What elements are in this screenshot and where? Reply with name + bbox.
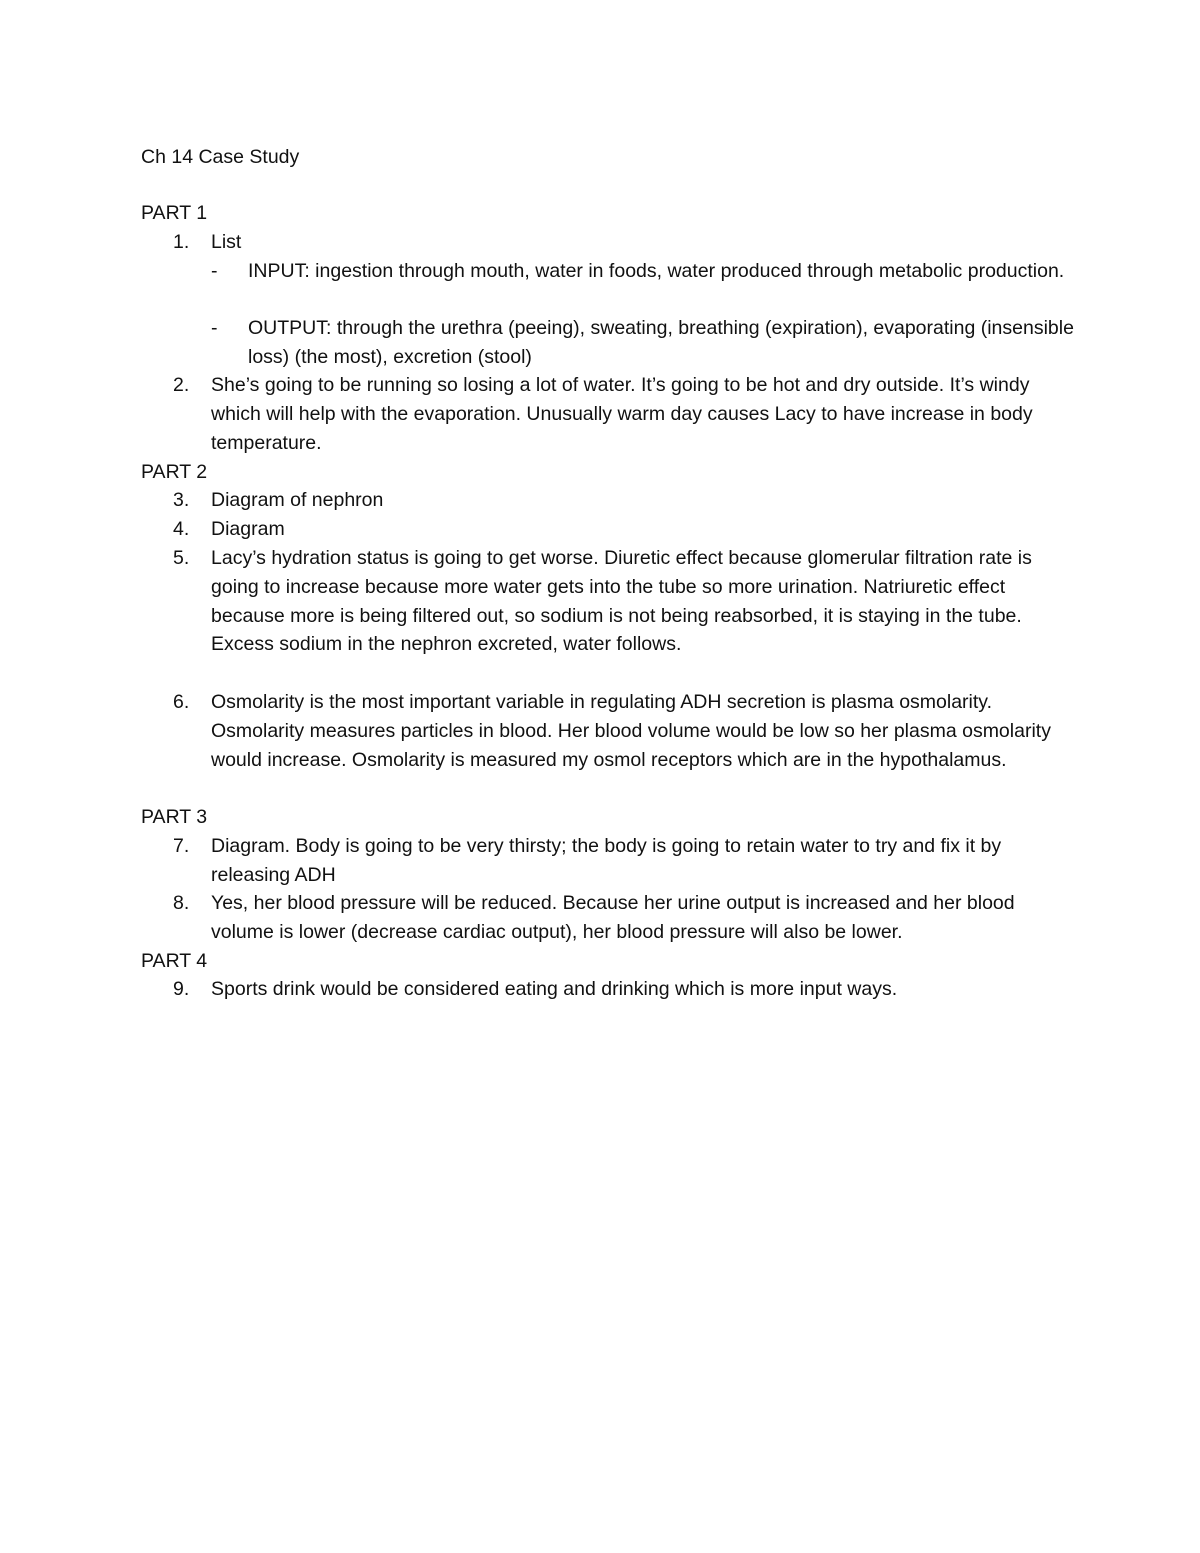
list-item-text: Sports drink would be considered eating and drinking which is more input ways. (211, 978, 898, 1000)
list-item-text: Yes, her blood pressure will be reduced. Because her urine output is increased and her blood volume is lower (decrease cardiac output), her blood pressure will also be lower. (211, 892, 1015, 943)
list-item-text: Diagram of nephron (211, 489, 384, 511)
part-3-heading: PART 3 (141, 806, 208, 828)
sub-item-marker: - (211, 317, 218, 339)
sub-item-text: OUTPUT: through the urethra (peeing), sweating, breathing (expiration), evaporating (insensible loss) (the most), excretion (stool) (248, 317, 1074, 368)
part-1-heading: PART 1 (141, 202, 208, 224)
part-2-heading: PART 2 (141, 461, 208, 483)
list-item-text: She’s going to be running so losing a lot of water. It’s going to be hot and dry outside. It’s windy which will help with the evaporation. Unusually warm day causes Lacy to have increase in body temperature. (211, 374, 1033, 454)
part-4-heading: PART 4 (141, 950, 208, 972)
list-item-text: Diagram (211, 518, 285, 540)
list-item-number: 7. (173, 835, 190, 857)
list-item-text: List (211, 231, 242, 253)
list-item-text: Osmolarity is the most important variable in regulating ADH secretion is plasma osmolarity. Osmolarity measures particles in blood. Her blood volume would be low so her plasma osmolarity would increase. Osmolarity is measured my osmol receptors which are in the hypothalamus. (211, 691, 1051, 771)
document-title: Ch 14 Case Study (141, 146, 300, 168)
sub-item-text: INPUT: ingestion through mouth, water in foods, water produced through metabolic production. (248, 260, 1065, 282)
list-item-number: 1. (173, 231, 190, 253)
list-item-number: 6. (173, 691, 190, 713)
list-item-number: 3. (173, 489, 190, 511)
sub-item-marker: - (211, 260, 218, 282)
list-item-number: 8. (173, 892, 190, 914)
list-item-number: 2. (173, 374, 190, 396)
list-item-text: Diagram. Body is going to be very thirsty; the body is going to retain water to try and fix it by releasing ADH (211, 835, 1002, 886)
list-item-text: Lacy’s hydration status is going to get worse. Diuretic effect because glomerular filtration rate is going to increase because more water gets into the tube so more urination. Natriuretic effect because more is being filtered out, so sodium is not being reabsorbed, it is staying in the tube. Excess sodium in the nephron excreted, water follows. (211, 547, 1032, 656)
list-item-number: 9. (173, 978, 190, 1000)
list-item-number: 5. (173, 547, 190, 569)
list-item-number: 4. (173, 518, 190, 540)
